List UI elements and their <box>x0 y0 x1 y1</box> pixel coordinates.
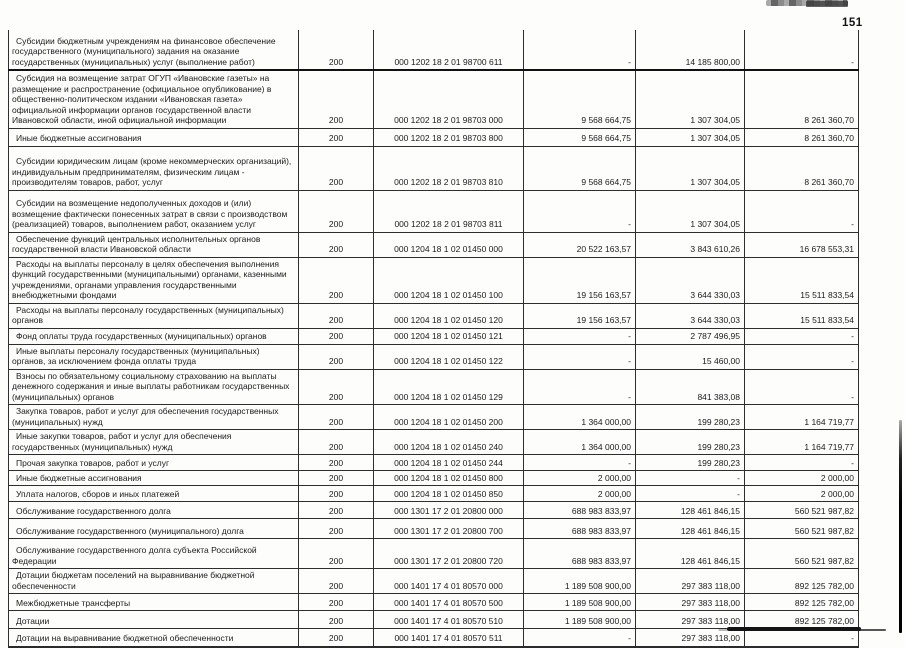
scan-smudge-artifact-dark <box>806 1 848 7</box>
cell-amount-3: 15 511 833,54 <box>745 257 859 303</box>
cell-expense-type-code: 200 <box>299 519 374 539</box>
table-row <box>9 344 859 369</box>
cell-amount-1: - <box>524 344 636 369</box>
cell-budget-classification-code: 000 1202 18 2 01 98700 611 <box>374 30 524 70</box>
cell-amount-1: - <box>524 629 636 647</box>
cell-amount-2: 297 383 118,00 <box>636 611 745 629</box>
cell-expense-name: Дотации на выравнивание бюджетной обеспеченности <box>9 629 299 647</box>
cell-amount-1: 2 000,00 <box>524 471 636 486</box>
table-row <box>9 232 859 257</box>
cell-amount-2: 128 461 846,15 <box>636 502 745 519</box>
cell-expense-type-code: 200 <box>299 128 374 146</box>
cell-expense-type-code: 200 <box>299 611 374 629</box>
budget-table-body <box>9 30 859 647</box>
cell-expense-type-code: 200 <box>299 344 374 369</box>
cell-expense-type-code: 200 <box>299 190 374 232</box>
page-number: 151 <box>842 17 863 29</box>
cell-amount-1: 1 189 508 900,00 <box>524 569 636 594</box>
table-row <box>9 70 859 128</box>
cell-expense-name: Субсидии юридическим лицам (кроме некоммерческих организаций), индивидуальным предпринимателям, физическим лицам - производителям товаров, работ, услуг <box>9 146 299 190</box>
table-row <box>9 455 859 471</box>
cell-budget-classification-code: 000 1204 18 1 02 01450 200 <box>374 405 524 430</box>
cell-expense-type-code: 200 <box>299 569 374 594</box>
cell-amount-2: 3 843 610,26 <box>636 232 745 257</box>
cell-expense-name: Обеспечение функций центральных исполнительных органов государственной власти Ивановской области <box>9 232 299 257</box>
cell-amount-3: 560 521 987,82 <box>745 539 859 569</box>
table-row <box>9 594 859 611</box>
cell-expense-type-code: 200 <box>299 257 374 303</box>
cell-expense-name: Дотации <box>9 611 299 629</box>
cell-expense-name: Межбюджетные трансферты <box>9 594 299 611</box>
cell-amount-2: 15 460,00 <box>636 344 745 369</box>
cell-expense-name: Закупка товаров, работ и услуг для обеспечения государственных (муниципальных) нужд <box>9 405 299 430</box>
cell-amount-3: - <box>745 455 859 471</box>
cell-amount-2: 297 383 118,00 <box>636 629 745 647</box>
cell-budget-classification-code: 000 1204 18 1 02 01450 244 <box>374 455 524 471</box>
cell-budget-classification-code: 000 1202 18 2 01 98703 000 <box>374 70 524 128</box>
cell-amount-1: 688 983 833,97 <box>524 519 636 539</box>
cell-budget-classification-code: 000 1204 18 1 02 01450 120 <box>374 303 524 328</box>
cell-expense-type-code: 200 <box>299 502 374 519</box>
cell-expense-type-code: 200 <box>299 539 374 569</box>
cell-budget-classification-code: 000 1301 17 2 01 20800 720 <box>374 539 524 569</box>
cell-amount-3: 892 125 782,00 <box>745 594 859 611</box>
cell-expense-type-code: 200 <box>299 70 374 128</box>
cell-amount-1: - <box>524 369 636 405</box>
cell-amount-1: 688 983 833,97 <box>524 539 636 569</box>
cell-budget-classification-code: 000 1204 18 1 02 01450 121 <box>374 328 524 344</box>
table-row <box>9 569 859 594</box>
table-row <box>9 430 859 455</box>
cell-amount-1: 9 568 664,75 <box>524 128 636 146</box>
cell-expense-name: Расходы на выплаты персоналу государственных (муниципальных) органов <box>9 303 299 328</box>
cell-amount-3: - <box>745 369 859 405</box>
cell-expense-type-code: 200 <box>299 430 374 455</box>
cell-amount-2: 297 383 118,00 <box>636 569 745 594</box>
cell-expense-name: Субсидия на возмещение затрат ОГУП «Ивановские газеты» на размещение и распространение (официальное опубликование) в общественно-политическом издании «Ивановская газета» официальной информации органов государственной власти Ивановской области, иной официальной информации <box>9 70 299 128</box>
table-row <box>9 502 859 519</box>
cell-amount-2: 1 307 304,05 <box>636 70 745 128</box>
cell-amount-3: 8 261 360,70 <box>745 128 859 146</box>
cell-amount-1: 19 156 163,57 <box>524 257 636 303</box>
cell-amount-1: 20 522 163,57 <box>524 232 636 257</box>
table-row <box>9 471 859 486</box>
cell-amount-2: 199 280,23 <box>636 405 745 430</box>
cell-amount-3: - <box>745 190 859 232</box>
cell-amount-2: 199 280,23 <box>636 430 745 455</box>
cell-amount-1: - <box>524 30 636 70</box>
cell-expense-name: Обслуживание государственного (муниципального) долга <box>9 519 299 539</box>
cell-budget-classification-code: 000 1401 17 4 01 80570 500 <box>374 594 524 611</box>
cell-amount-1: 19 156 163,57 <box>524 303 636 328</box>
cell-expense-name: Субсидии бюджетным учреждениям на финансовое обеспечение государственного (муниципального) задания на оказание государственных (муниципальных) услуг (выполнение работ) <box>9 30 299 70</box>
cell-amount-3: 2 000,00 <box>745 486 859 502</box>
cell-budget-classification-code: 000 1204 18 1 02 01450 000 <box>374 232 524 257</box>
cell-budget-classification-code: 000 1401 17 4 01 80570 510 <box>374 611 524 629</box>
table-row <box>9 128 859 146</box>
cell-amount-3: 892 125 782,00 <box>745 569 859 594</box>
table-row <box>9 629 859 647</box>
cell-expense-type-code: 200 <box>299 303 374 328</box>
cell-expense-name: Прочая закупка товаров, работ и услуг <box>9 455 299 471</box>
cell-amount-2: - <box>636 486 745 502</box>
cell-budget-classification-code: 000 1204 18 1 02 01450 240 <box>374 430 524 455</box>
cell-amount-2: 1 307 304,05 <box>636 128 745 146</box>
scan-edge-line-artifact <box>899 420 902 633</box>
cell-amount-3: - <box>745 30 859 70</box>
cell-budget-classification-code: 000 1301 17 2 01 20800 700 <box>374 519 524 539</box>
cell-amount-3: 8 261 360,70 <box>745 70 859 128</box>
cell-expense-name: Дотации бюджетам поселений на выравнивание бюджетной обеспеченности <box>9 569 299 594</box>
table-row <box>9 303 859 328</box>
table-row <box>9 369 859 405</box>
cell-budget-classification-code: 000 1401 17 4 01 80570 511 <box>374 629 524 647</box>
table-row <box>9 539 859 569</box>
cell-amount-2: - <box>636 471 745 486</box>
cell-amount-2: 128 461 846,15 <box>636 519 745 539</box>
cell-amount-1: 1 189 508 900,00 <box>524 611 636 629</box>
cell-expense-name: Обслуживание государственного долга <box>9 502 299 519</box>
cell-amount-3: 560 521 987,82 <box>745 502 859 519</box>
cell-amount-1: - <box>524 190 636 232</box>
cell-expense-type-code: 200 <box>299 30 374 70</box>
cell-expense-name: Расходы на выплаты персоналу в целях обеспечения выполнения функций государственными (муниципальными) органами, казенными учреждениями, органами управления государственными внебюджетными фондами <box>9 257 299 303</box>
table-row <box>9 190 859 232</box>
cell-amount-2: 128 461 846,15 <box>636 539 745 569</box>
cell-amount-2: 841 383,08 <box>636 369 745 405</box>
scan-streak-artifact <box>727 627 861 631</box>
cell-amount-2: 1 307 304,05 <box>636 190 745 232</box>
table-row <box>9 611 859 629</box>
cell-budget-classification-code: 000 1204 18 1 02 01450 100 <box>374 257 524 303</box>
table-row <box>9 30 859 70</box>
table-row <box>9 257 859 303</box>
budget-execution-table <box>8 30 859 648</box>
cell-expense-name: Фонд оплаты труда государственных (муниципальных) органов <box>9 328 299 344</box>
cell-amount-3: 892 125 782,00 <box>745 611 859 629</box>
cell-amount-3: 8 261 360,70 <box>745 146 859 190</box>
cell-amount-3: 1 164 719,77 <box>745 405 859 430</box>
cell-amount-3: - <box>745 328 859 344</box>
cell-expense-type-code: 200 <box>299 471 374 486</box>
cell-amount-1: 1 364 000,00 <box>524 430 636 455</box>
table-row <box>9 146 859 190</box>
cell-amount-3: 15 511 833,54 <box>745 303 859 328</box>
cell-expense-name: Иные выплаты персоналу государственных (муниципальных) органов, за исключением фонда оплаты труда <box>9 344 299 369</box>
cell-expense-type-code: 200 <box>299 486 374 502</box>
cell-expense-type-code: 200 <box>299 369 374 405</box>
cell-amount-1: - <box>524 455 636 471</box>
cell-amount-2: 199 280,23 <box>636 455 745 471</box>
cell-amount-2: 297 383 118,00 <box>636 594 745 611</box>
cell-expense-name: Иные бюджетные ассигнования <box>9 128 299 146</box>
table-row <box>9 405 859 430</box>
cell-expense-type-code: 200 <box>299 328 374 344</box>
cell-expense-name: Иные закупки товаров, работ и услуг для обеспечения государственных (муниципальных) нужд <box>9 430 299 455</box>
table-row <box>9 328 859 344</box>
cell-expense-type-code: 200 <box>299 629 374 647</box>
cell-amount-1: 2 000,00 <box>524 486 636 502</box>
cell-amount-3: 2 000,00 <box>745 471 859 486</box>
cell-expense-type-code: 200 <box>299 594 374 611</box>
cell-budget-classification-code: 000 1202 18 2 01 98703 810 <box>374 146 524 190</box>
cell-amount-3: 16 678 553,31 <box>745 232 859 257</box>
cell-amount-2: 3 644 330,03 <box>636 303 745 328</box>
cell-expense-name: Иные бюджетные ассигнования <box>9 471 299 486</box>
cell-amount-2: 14 185 800,00 <box>636 30 745 70</box>
cell-expense-type-code: 200 <box>299 232 374 257</box>
table-row <box>9 519 859 539</box>
cell-budget-classification-code: 000 1204 18 1 02 01450 850 <box>374 486 524 502</box>
cell-amount-1: 688 983 833,97 <box>524 502 636 519</box>
cell-amount-1: 1 189 508 900,00 <box>524 594 636 611</box>
cell-expense-name: Уплата налогов, сборов и иных платежей <box>9 486 299 502</box>
cell-expense-type-code: 200 <box>299 146 374 190</box>
cell-amount-3: - <box>745 344 859 369</box>
cell-amount-1: 9 568 664,75 <box>524 146 636 190</box>
cell-expense-name: Обслуживание государственного долга субъекта Российской Федерации <box>9 539 299 569</box>
cell-amount-1: - <box>524 328 636 344</box>
cell-amount-3: 560 521 987,82 <box>745 519 859 539</box>
cell-expense-type-code: 200 <box>299 405 374 430</box>
cell-budget-classification-code: 000 1301 17 2 01 20800 000 <box>374 502 524 519</box>
cell-budget-classification-code: 000 1204 18 1 02 01450 129 <box>374 369 524 405</box>
cell-amount-3: 1 164 719,77 <box>745 430 859 455</box>
cell-amount-2: 3 644 330,03 <box>636 257 745 303</box>
table-row <box>9 486 859 502</box>
cell-amount-2: 2 787 496,95 <box>636 328 745 344</box>
cell-budget-classification-code: 000 1204 18 1 02 01450 800 <box>374 471 524 486</box>
cell-budget-classification-code: 000 1401 17 4 01 80570 000 <box>374 569 524 594</box>
cell-expense-type-code: 200 <box>299 455 374 471</box>
cell-expense-name: Взносы по обязательному социальному страхованию на выплаты денежного содержания и иные выплаты работникам государственных (муниципальных) органов <box>9 369 299 405</box>
cell-amount-3: - <box>745 629 859 647</box>
cell-amount-1: 1 364 000,00 <box>524 405 636 430</box>
cell-expense-name: Субсидии на возмещение недополученных доходов и (или) возмещение фактически понесенных затрат в связи с производством (реализацией) товаров, выполнением работ, оказанием услуг <box>9 190 299 232</box>
cell-budget-classification-code: 000 1204 18 1 02 01450 122 <box>374 344 524 369</box>
cell-budget-classification-code: 000 1202 18 2 01 98703 811 <box>374 190 524 232</box>
cell-amount-2: 1 307 304,05 <box>636 146 745 190</box>
cell-budget-classification-code: 000 1202 18 2 01 98703 800 <box>374 128 524 146</box>
cell-amount-1: 9 568 664,75 <box>524 70 636 128</box>
